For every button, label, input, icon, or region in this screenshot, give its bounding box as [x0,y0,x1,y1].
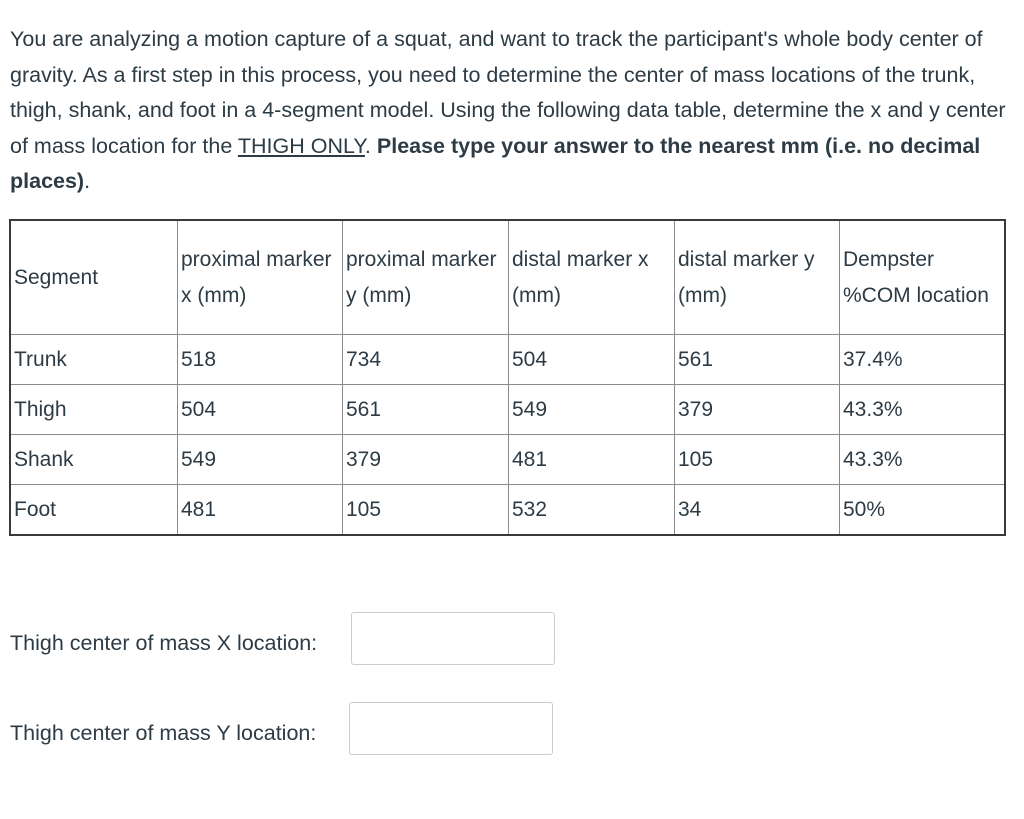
question-instruction: Please type your answer to the nearest mm (i.e. no decimal places) [10,133,981,193]
table-cell: 481 [509,435,675,485]
header-distal-y: distal marker y (mm) [675,220,840,335]
table-cell: 37.4% [840,335,1006,385]
table-cell: Trunk [10,335,178,385]
header-proximal-y: proximal marker y (mm) [343,220,509,335]
table-cell: 481 [178,485,343,536]
table-cell: 43.3% [840,385,1006,435]
header-segment: Segment [10,220,178,335]
question-emphasis: THIGH ONLY [237,133,365,158]
table-cell: 561 [343,385,509,435]
table-cell: 518 [178,335,343,385]
table-cell: 50% [840,485,1006,536]
table-cell: 504 [509,335,675,385]
table-cell: 105 [343,485,509,536]
table-cell: Shank [10,435,178,485]
header-dempster-com: Dempster %COM location [840,220,1006,335]
table-row [10,335,1005,385]
table-cell: 549 [509,385,675,435]
thigh-x-input[interactable] [351,612,555,665]
thigh-y-label: Thigh center of mass Y location: [10,721,317,745]
header-proximal-x: proximal marker x (mm) [178,220,343,335]
question-end: . [84,169,91,193]
table-cell: 504 [178,385,343,435]
table-cell: 734 [343,335,509,385]
table-row [10,435,1005,485]
table-cell: 561 [675,335,840,385]
question-text [10,22,1010,200]
table-cell: 379 [675,385,840,435]
question-body: You are analyzing a motion capture of a squat, and want to track the participant's whole body center of gravity. As a first step in this process, you need to determine the center of mass locations of the trunk, thigh, shank, and foot in a 4-segment model. Using the following data table, determine the x and y center of mass location for the [10,27,1006,158]
thigh-x-label: Thigh center of mass X location: [10,631,318,655]
table-cell: 105 [675,435,840,485]
header-distal-x: distal marker x (mm) [509,220,675,335]
table-row [10,385,1005,435]
question-period: . [364,133,377,158]
thigh-y-input[interactable] [349,702,553,755]
table-cell: 549 [178,435,343,485]
table-cell: Foot [10,485,178,536]
table-cell: 34 [675,485,840,536]
table-row [10,485,1005,536]
table-cell: 532 [509,485,675,536]
table-header-row [10,220,1005,335]
segment-data-table [9,219,1006,536]
table-cell: 379 [343,435,509,485]
table-cell: Thigh [10,385,178,435]
table-cell: 43.3% [840,435,1006,485]
